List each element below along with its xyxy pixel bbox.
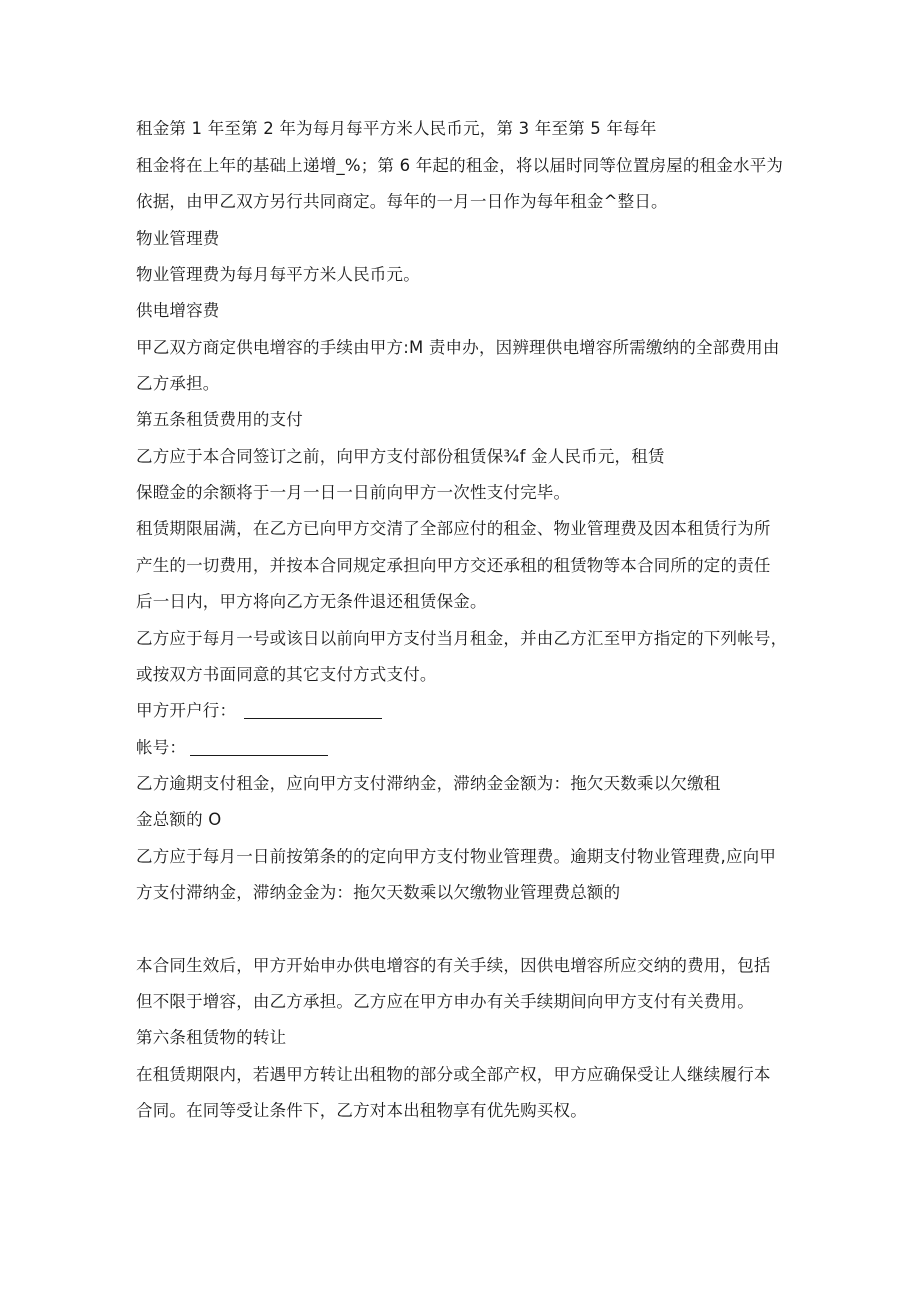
bank-blank-line: [244, 718, 382, 719]
text-line: 但不限于增容，由乙方承担。乙方应在甲方申办有关手续期间向甲方支付有关费用。: [136, 992, 754, 1011]
text-line: 后一日内，甲方将向乙方无条件退还租赁保金。: [136, 592, 487, 611]
account-blank-line: [190, 755, 328, 756]
bank-label: 甲方开户行：: [136, 701, 237, 720]
text-line: 物业管理费为每月每平方米人民币元。: [136, 265, 420, 284]
text-line: 或按双方书面同意的其它支付方式支付。: [136, 665, 437, 684]
text-line: 合同。在同等受让条件下，乙方对本出租物享有优先购买权。: [136, 1101, 587, 1120]
article-heading: 第六条租赁物的转让: [136, 1028, 287, 1047]
text-line: 甲乙双方商定供电增容的手续由甲方:M 责申办，因辨理供电增容所需缴纳的全部费用由: [136, 338, 780, 357]
text-line: 本合同生效后，甲方开始申办供电增容的有关手续，因供电增容所应交纳的费用，包括: [136, 956, 771, 975]
text-line: 保瞪金的余额将于一月一日一日前向甲方一次性支付完毕。: [136, 483, 571, 502]
section-heading: 供电增容费: [136, 301, 220, 320]
account-label: 帐号：: [136, 738, 187, 757]
text-line: 乙方承担。: [136, 374, 220, 393]
text-line: 乙方应于本合同签订之前，向甲方支付部份租赁保¾f 金人民币元，租赁: [136, 447, 665, 466]
text-line: 租赁期限届满，在乙方已向甲方交清了全部应付的租金、物业管理费及因本租赁行为所: [136, 519, 771, 538]
text-line: 方支付滞纳金，滞纳金金为：拖欠天数乘以欠缴物业管理费总额的: [136, 883, 621, 902]
text-line: 乙方逾期支付租金，应向甲方支付滞纳金，滞纳金金额为：拖欠天数乘以欠缴租: [136, 774, 721, 793]
text-line: 租金将在上年的基础上递增_%；第 6 年起的租金，将以届时同等位置房屋的租金水平为: [136, 156, 784, 175]
section-heading: 物业管理费: [136, 229, 220, 248]
text-line: 在租赁期限内，若遇甲方转让出租物的部分或全部产权，甲方应确保受让人继续履行本: [136, 1065, 771, 1084]
text-line: 金总额的 O: [136, 810, 222, 829]
article-heading: 第五条租赁费用的支付: [136, 410, 303, 429]
text-line: 租金第 1 年至第 2 年为每月每平方米人民币元，第 3 年至第 5 年每年: [136, 119, 657, 138]
text-line: 乙方应于每月一号或该日以前向甲方支付当月租金，并由乙方汇至甲方指定的下列帐号，: [136, 629, 788, 648]
text-line: 依据，由甲乙双方另行共同商定。每年的一月一日作为每年租金^整日。: [136, 192, 668, 211]
text-line: 产生的一切费用，并按本合同规定承担向甲方交还承租的租赁物等本合同所的定的责任: [136, 556, 771, 575]
text-line: 乙方应于每月一日前按第条的的定向甲方支付物业管理费。逾期支付物业管理费,应向甲: [136, 847, 777, 866]
